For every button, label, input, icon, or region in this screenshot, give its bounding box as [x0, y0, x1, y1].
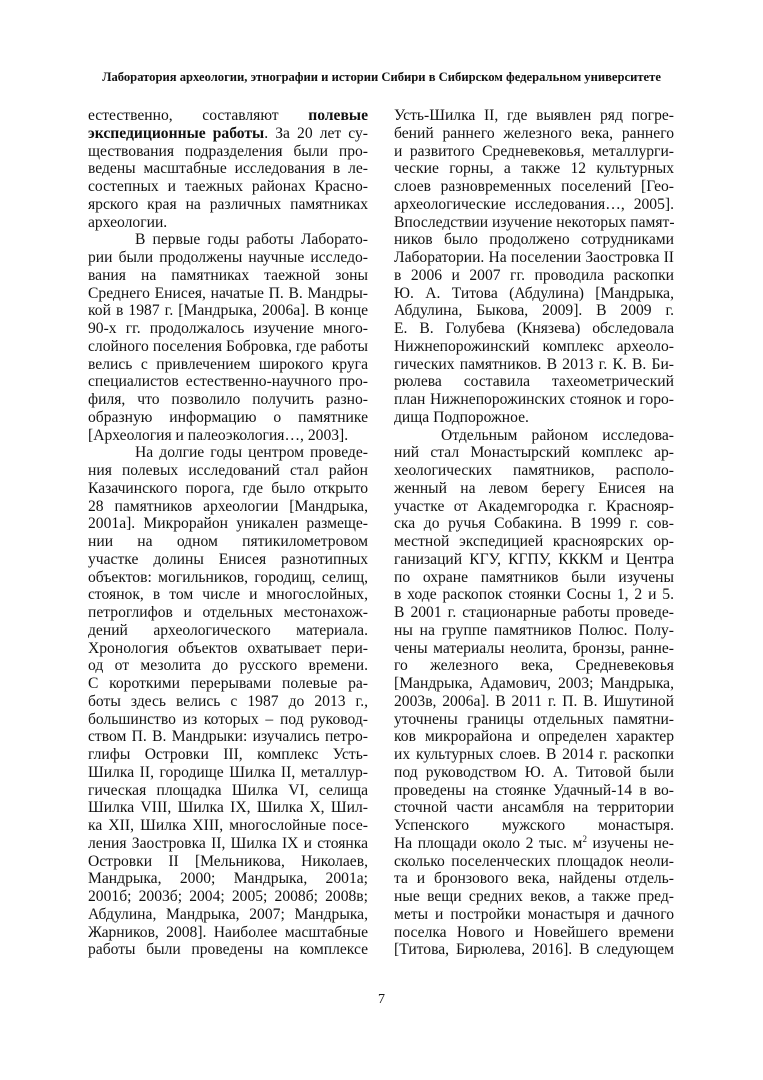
text-line	[88, 586, 368, 604]
text-run: филя, что позволило получить разно-	[88, 391, 368, 408]
text-line	[394, 107, 674, 125]
text-line	[394, 196, 674, 214]
text-run: ния полевых исследований стал район	[88, 462, 368, 479]
text-run: естественно, составляют	[88, 107, 309, 124]
text-run: археологические исследования…, 2005].	[394, 195, 674, 213]
text-run: петроглифов и отдельных местонахож-	[88, 604, 368, 621]
text-line	[394, 214, 674, 232]
text-run: Нижнепорожинский комплекс археоло-	[394, 337, 674, 355]
text-run: специалистов естественно-научного про-	[88, 373, 368, 391]
text-run: [Титова, Бирюлева, 2016]. В следующем	[394, 941, 674, 959]
text-run: и развитого Средневековья, металлурги-	[394, 142, 674, 160]
text-run: 2001а]. Микрорайон уникален размеще-	[88, 515, 368, 533]
text-run: вания на памятниках таежной зоны	[88, 266, 368, 284]
text-line	[88, 515, 368, 533]
text-line	[88, 107, 368, 125]
text-run: сколько поселенческих площадок неоли-	[394, 852, 674, 870]
text-line	[394, 302, 674, 320]
text-run: хеологических памятников, располо-	[394, 462, 674, 479]
text-run: под руководством Ю. А. Титовой были	[394, 763, 674, 781]
text-run: местной экспедицией красноярских ор-	[394, 533, 674, 550]
text-line	[88, 249, 368, 267]
text-run: На долгие годы центром проведе-	[135, 444, 368, 462]
text-run: Казачинского порога, где было открыто	[88, 479, 368, 497]
text-line	[88, 640, 368, 658]
text-line	[88, 906, 368, 924]
text-run: ников было продолжено сотрудниками	[394, 231, 674, 249]
text-line	[394, 285, 674, 303]
text-run: их культурных слоев. В 2014 г. раскопки	[394, 746, 674, 763]
text-line	[394, 657, 674, 675]
text-line	[394, 782, 674, 800]
text-line	[394, 711, 674, 729]
text-line	[88, 870, 368, 888]
text-line	[394, 569, 674, 587]
text-line	[394, 604, 674, 622]
text-line	[394, 231, 674, 249]
text-run: изучены не-	[586, 834, 674, 852]
text-run: кой в 1987 г. [Мандрыка, 2006а]. В конце	[88, 302, 368, 320]
text-run: гических памятников. В 2013 г. К. В. Би-	[394, 355, 674, 373]
text-run: ярского края на различных памятниках	[88, 195, 368, 213]
text-run: ганизаций КГУ, КГПУ, КККМ и Центра	[394, 550, 674, 568]
text-run: Успенского мужского монастыря.	[394, 817, 674, 834]
text-line	[88, 728, 368, 746]
text-line	[394, 533, 674, 551]
text-line	[88, 675, 368, 693]
text-line	[88, 231, 368, 249]
text-line	[394, 178, 674, 196]
text-line	[88, 711, 368, 729]
text-run: На площади около 2 тыс. м	[394, 834, 583, 852]
text-line	[88, 622, 368, 640]
text-line	[88, 817, 368, 835]
text-run: уточнены границы отдельных памятни-	[394, 710, 674, 728]
text-line	[88, 888, 368, 906]
text-run: Абдулина, Быкова, 2009]. В 2009 г.	[394, 302, 674, 320]
text-run: Мандрыка, 2000; Мандрыка, 2001а;	[88, 870, 368, 888]
text-run: поселка Нового и Новейшего времени	[394, 923, 674, 941]
text-run: рюлева составила тахеометрический	[394, 373, 674, 391]
text-run: состепных и таежных районах Красно-	[88, 178, 368, 195]
text-run: Хронология объектов охватывает пери-	[88, 639, 368, 657]
text-line	[394, 391, 674, 409]
text-run: рии были продолжены научные исследо-	[88, 249, 368, 266]
text-line	[88, 462, 368, 480]
text-run: в ходе раскопок стоянки Сосны 1, 2 и 5.	[394, 586, 674, 604]
text-run: гическая площадка Шилка VI, селища	[88, 781, 368, 799]
text-run: дища Подпорожное.	[394, 408, 529, 426]
text-run: Лаборатории. На поселении Заостровка II	[394, 249, 674, 266]
text-run: 2001б; 2003б; 2004; 2005; 2008б; 2008в;	[88, 888, 368, 905]
text-run: ны на группе памятников Полюс. Полу-	[394, 621, 674, 639]
text-run: чены материалы неолита, бронзы, ранне-	[394, 639, 674, 657]
text-run: го железного века, Средневековья	[394, 657, 674, 675]
text-line	[88, 373, 368, 391]
text-run: сточной части ансамбля на территории	[394, 799, 674, 817]
text-line	[88, 391, 368, 409]
text-run: меты и постройки монастыря и дачного	[394, 905, 674, 923]
text-line	[88, 569, 368, 587]
text-run: од от мезолита до русского времени.	[88, 657, 368, 675]
text-run: ка XII, Шилка XIII, многослойные посе-	[88, 817, 368, 834]
text-line	[88, 444, 368, 462]
text-line	[88, 853, 368, 871]
text-run: 28 памятников археологии [Мандрыка,	[88, 497, 368, 515]
text-line	[88, 657, 368, 675]
text-run: велись с привлечением широкого круга	[88, 355, 368, 373]
text-line	[394, 835, 674, 853]
text-run: [Археология и палеоэкология…, 2003].	[88, 426, 349, 444]
text-line	[394, 799, 674, 817]
text-line	[88, 143, 368, 161]
text-line	[88, 480, 368, 498]
page-number: 7	[378, 992, 385, 1007]
text-line	[394, 870, 674, 888]
text-line	[88, 338, 368, 356]
text-line	[88, 302, 368, 320]
text-line	[88, 551, 368, 569]
text-line	[88, 160, 368, 178]
text-line	[88, 427, 368, 445]
text-run: по охране памятников были изучены	[394, 568, 674, 586]
text-run: участке от Академгородка г. Краснояр-	[394, 497, 674, 515]
text-run: нии на одном пятикилометровом	[88, 533, 368, 550]
text-line	[88, 693, 368, 711]
text-run: глифы Островки III, комплекс Усть-	[88, 746, 368, 763]
text-run: ческие горны, а также 12 культурных	[394, 160, 674, 178]
text-line	[394, 640, 674, 658]
text-line	[394, 338, 674, 356]
text-line	[88, 178, 368, 196]
text-line	[88, 320, 368, 338]
text-line	[88, 409, 368, 427]
left-column	[88, 107, 368, 959]
text-run: Абдулина, Мандрыка, 2007; Мандрыка,	[88, 905, 368, 923]
text-run: В 2001 г. стационарные работы проведе-	[394, 604, 674, 621]
text-run: проведены на стоянке Удачный-14 в во-	[394, 781, 674, 799]
text-run: ков микрорайона и определен характер	[394, 728, 674, 746]
text-line	[88, 125, 368, 143]
text-line	[394, 125, 674, 143]
text-line	[88, 835, 368, 853]
text-line	[88, 924, 368, 942]
text-line	[394, 409, 674, 427]
text-line	[394, 551, 674, 569]
text-line	[394, 267, 674, 285]
text-run: Островки II [Мельникова, Николаев,	[88, 852, 368, 870]
text-run: образную информацию о памятнике	[88, 408, 368, 426]
text-run: Е. В. Голубева (Князева) обследовала	[394, 320, 674, 337]
text-line	[394, 356, 674, 374]
text-run: археологии.	[88, 213, 168, 231]
text-run: Шилка II, городище Шилка II, металлур-	[88, 763, 368, 781]
text-line	[88, 604, 368, 622]
text-run: [Мандрыка, Адамович, 2003; Мандрыка,	[394, 675, 674, 692]
text-run: ведены масштабные исследования в ле-	[88, 160, 368, 178]
text-run: Отдельным районом исследова-	[441, 426, 674, 444]
text-run: ществования подразделения были про-	[88, 142, 368, 160]
text-line	[394, 853, 674, 871]
text-run: ний стал Монастырский комплекс ар-	[394, 444, 674, 462]
text-line	[394, 906, 674, 924]
text-run: В первые годы работы Лаборато-	[135, 231, 368, 249]
text-run: слоев разновременных поселений [Гео-	[394, 178, 674, 195]
text-line	[88, 746, 368, 764]
text-run: та и бронзового века, найдены отдель-	[394, 870, 674, 888]
text-line	[394, 515, 674, 533]
text-run: Ю. А. Титова (Абдулина) [Мандрыка,	[394, 284, 674, 302]
text-line	[88, 285, 368, 303]
text-run: боты здесь велись с 1987 до 2013 г.,	[88, 692, 368, 710]
text-line	[394, 817, 674, 835]
text-run: женный на левом берегу Енисея на	[394, 479, 674, 497]
running-header: Лаборатория археологии, этнографии и истории Сибири в Сибирском федеральном университете	[102, 70, 661, 84]
text-line	[394, 160, 674, 178]
text-line	[394, 249, 674, 267]
text-run: слойного поселения Бобровка, где работы	[88, 337, 368, 355]
bold-text: экспедиционные работы	[88, 124, 265, 142]
text-line	[88, 267, 368, 285]
text-line	[394, 586, 674, 604]
bold-text: полевые	[308, 107, 368, 124]
text-run: С короткими перерывами полевые ра-	[88, 675, 368, 692]
text-line	[394, 693, 674, 711]
text-run: дений археологического материала.	[88, 621, 368, 639]
text-run: ска до ручья Собакина. В 1999 г. сов-	[394, 515, 674, 533]
text-line	[394, 373, 674, 391]
superscript: 2	[582, 833, 587, 844]
text-line	[394, 941, 674, 959]
text-run: 2003в, 2006а]. В 2011 г. П. В. Ишутиной	[394, 692, 674, 710]
text-line	[394, 764, 674, 782]
text-line	[394, 444, 674, 462]
text-line	[394, 480, 674, 498]
text-run: Впоследствии изучение некоторых памят-	[394, 213, 675, 231]
text-line	[394, 143, 674, 161]
text-run: ления Заостровка II, Шилка IX и стоянка	[88, 834, 368, 852]
text-run: ные вещи средних веков, а также пред-	[394, 888, 674, 905]
text-line	[88, 356, 368, 374]
text-run: план Нижнепорожинских стоянок и горо-	[394, 391, 674, 408]
text-run: в 2006 и 2007 гг. проводила раскопки	[394, 266, 674, 284]
text-line	[88, 498, 368, 516]
text-line	[394, 622, 674, 640]
text-line	[88, 196, 368, 214]
text-run: 90-х гг. продолжалось изучение много-	[88, 320, 368, 337]
text-run: ством П. В. Мандрыки: изучались петро-	[88, 728, 368, 746]
text-run: . За 20 лет су-	[264, 124, 369, 142]
text-run: Шилка VIII, Шилка IX, Шилка X, Шил-	[88, 799, 368, 817]
text-line	[394, 924, 674, 942]
text-run: бений раннего железного века, раннего	[394, 124, 674, 142]
text-line	[88, 782, 368, 800]
text-line	[88, 941, 368, 959]
text-line	[88, 533, 368, 551]
text-line	[394, 675, 674, 693]
text-line	[394, 462, 674, 480]
text-line	[394, 427, 674, 445]
text-run: стоянок, в том числе и многослойных,	[88, 586, 368, 604]
right-column	[394, 107, 674, 959]
text-run: участке долины Енисея разнотипных	[88, 550, 368, 568]
text-line	[88, 799, 368, 817]
text-run: Жарников, 2008]. Наиболее масштабные	[88, 923, 368, 941]
text-run: объектов: могильников, городищ, селищ,	[88, 568, 368, 586]
text-line	[394, 728, 674, 746]
text-run: Усть-Шилка II, где выявлен ряд погре-	[394, 107, 674, 124]
text-run: работы были проведены на комплексе	[88, 941, 368, 959]
text-line	[394, 320, 674, 338]
text-line	[394, 746, 674, 764]
text-run: большинство из которых – под руковод-	[88, 710, 368, 728]
text-line	[88, 214, 368, 232]
text-run: Среднего Енисея, начатые П. В. Мандры-	[88, 284, 368, 302]
text-line	[394, 498, 674, 516]
text-line	[394, 888, 674, 906]
text-line	[88, 764, 368, 782]
